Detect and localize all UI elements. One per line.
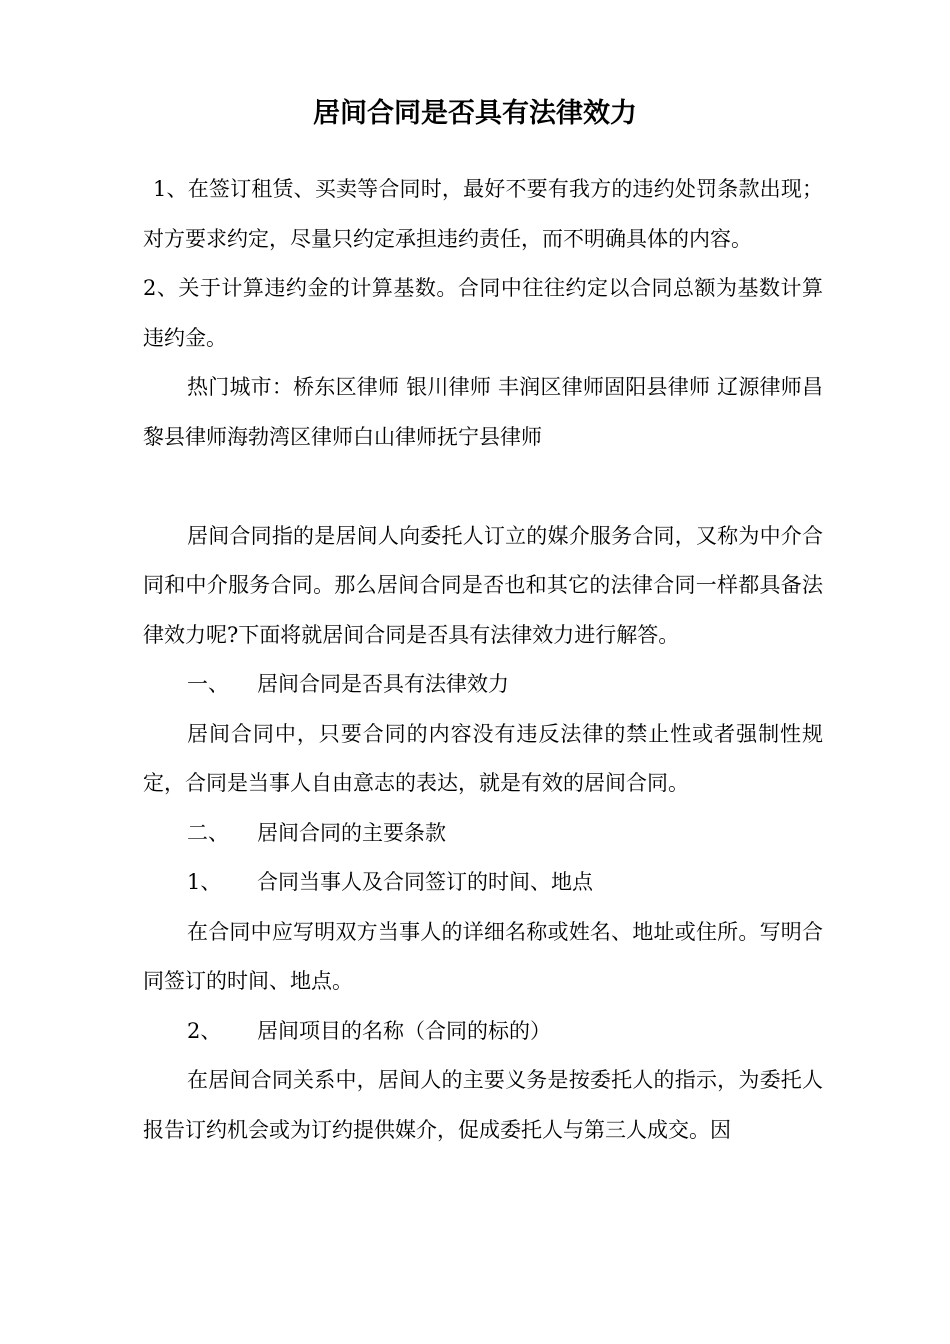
subsection-number: 1、	[187, 870, 222, 894]
section-heading-2	[143, 809, 823, 859]
subsection-heading-text: 居间项目的名称（合同的标的）	[257, 1018, 551, 1043]
document-body	[143, 165, 823, 1155]
subsection-heading-2	[143, 1007, 823, 1057]
section-heading-1	[143, 660, 823, 710]
paragraph-1: 1、在签订租赁、买卖等合同时，最好不要有我方的违约处罚条款出现；对方要求约定，尽量只约定承担违约责任，而不明确具体的内容。	[143, 177, 823, 251]
section-number: 二、	[187, 820, 229, 845]
section-number: 一、	[187, 672, 229, 696]
paragraph-project: 在居间合同关系中，居间人的主要义务是按委托人的指示，为委托人报告订约机会或为订约提供媒介，促成委托人与第三人成交。因	[143, 1068, 823, 1142]
document-title: 居间合同是否具有法律效力	[313, 98, 637, 129]
paragraph-parties: 在合同中应写明双方当事人的详细名称或姓名、地址或住所。写明合同签订的时间、地点。	[143, 919, 823, 993]
subsection-number: 2、	[187, 1018, 222, 1043]
section-heading-text: 居间合同是否具有法律效力	[257, 672, 509, 696]
hot-cities-paragraph: 热门城市：桥东区律师 银川律师 丰润区律师固阳县律师 辽源律师昌黎县律师海勃湾区律师白山律师抚宁县律师	[143, 375, 823, 449]
intro-paragraph: 居间合同指的是居间人向委托人订立的媒介服务合同，又称为中介合同和中介服务合同。那么居间合同是否也和其它的法律合同一样都具备法律效力呢?下面将就居间合同是否具有法律效力进行解答。	[143, 523, 823, 647]
subsection-heading-text: 合同当事人及合同签订的时间、地点	[257, 870, 593, 894]
blank-line	[143, 462, 823, 512]
paragraph-2: 2、关于计算违约金的计算基数。合同中往往约定以合同总额为基数计算违约金。	[143, 276, 823, 350]
paragraph-validity: 居间合同中，只要合同的内容没有违反法律的禁止性或者强制性规定，合同是当事人自由意志的表达，就是有效的居间合同。	[143, 721, 823, 795]
section-heading-text: 居间合同的主要条款	[257, 820, 446, 845]
subsection-heading-1	[143, 858, 823, 908]
